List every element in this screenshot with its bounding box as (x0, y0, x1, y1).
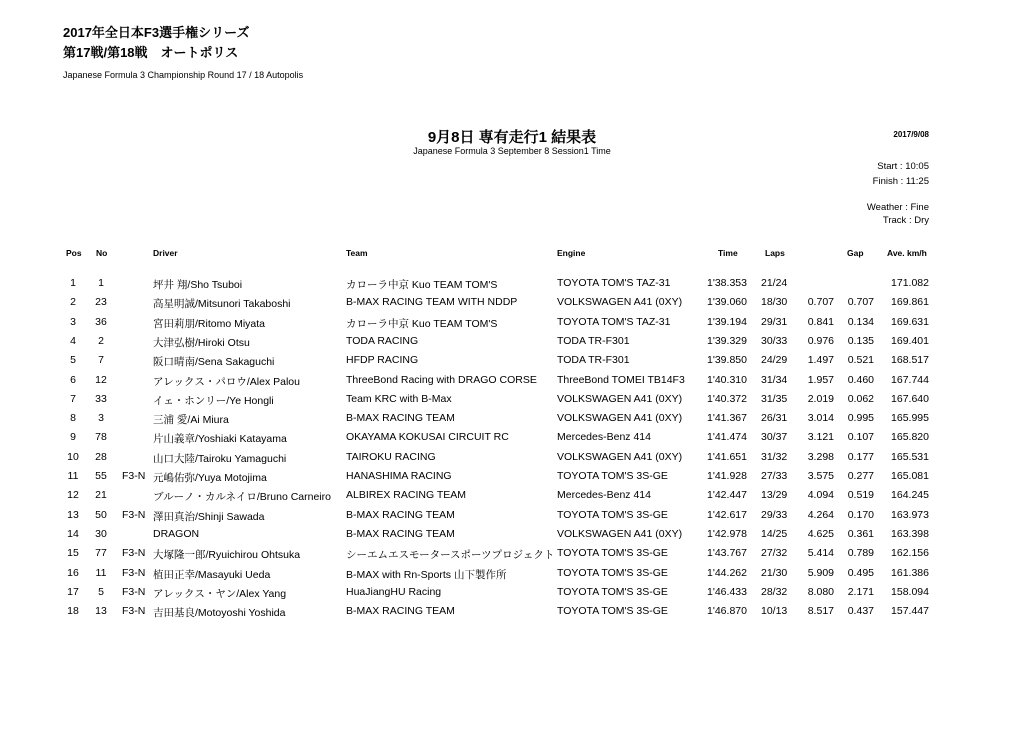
gap-cell: 0.707 (847, 296, 874, 309)
speed-cell: 168.517 (891, 354, 929, 367)
weather: Weather : Fine (866, 202, 929, 213)
speed-cell: 158.094 (891, 585, 929, 598)
speed-cell: 167.640 (891, 392, 929, 405)
team-cell: TODA RACING (346, 334, 419, 347)
car-number-cell: 2 (98, 334, 104, 347)
speed-cell: 163.973 (891, 508, 929, 521)
gap-cell: 0.135 (847, 334, 874, 347)
car-number-cell: 55 (95, 470, 107, 482)
diff-cell: 5.414 (807, 547, 834, 560)
document-subtitle: Japanese Formula 3 September 8 Session1 Time (413, 146, 611, 156)
team-cell: B-MAX RACING TEAM WITH NDDP (346, 296, 518, 309)
table-row (0, 567, 1024, 586)
table-row (0, 451, 1024, 470)
team-cell: B-MAX RACING TEAM (346, 412, 455, 425)
engine-cell: TOYOTA TOM'S 3S-GE (557, 585, 668, 598)
document-date: 2017/9/08 (893, 130, 929, 139)
speed-cell: 161.386 (891, 566, 929, 579)
car-number-cell: 36 (95, 315, 107, 328)
team-cell: OKAYAMA KOKUSAI CIRCUIT RC (346, 431, 509, 444)
position-cell: 11 (67, 470, 79, 482)
car-number-cell: 33 (95, 392, 107, 405)
diff-cell: 4.625 (807, 527, 834, 540)
position-cell: 16 (67, 566, 79, 579)
laps-cell: 28/32 (761, 585, 788, 598)
driver-cell: 大津弘樹/Hiroki Otsu (153, 336, 250, 349)
diff-cell: 5.909 (807, 566, 834, 579)
driver-cell: 吉田基良/Motoyoshi Yoshida (153, 607, 286, 620)
engine-cell: TOYOTA TOM'S 3S-GE (557, 547, 668, 560)
driver-cell: ブルーノ・カルネイロ/Bruno Carneiro (153, 491, 331, 504)
engine-cell: VOLKSWAGEN A41 (0XY) (557, 527, 683, 540)
team-cell: Team KRC with B-Max (346, 392, 452, 405)
lap-time-cell: 1'46.870 (707, 605, 747, 618)
speed-cell: 165.820 (891, 431, 929, 444)
speed-cell: 165.995 (891, 412, 929, 425)
engine-cell: VOLKSWAGEN A41 (0XY) (557, 296, 683, 309)
speed-cell: 165.531 (891, 450, 929, 463)
table-row (0, 605, 1024, 624)
table-row (0, 528, 1024, 547)
driver-cell: DRAGON (153, 527, 200, 540)
laps-cell: 30/37 (761, 431, 788, 444)
position-cell: 15 (67, 547, 79, 560)
table-row (0, 335, 1024, 354)
finish-time: Finish : 11:25 (872, 176, 929, 187)
driver-cell: 山口大陸/Tairoku Yamaguchi (153, 452, 287, 465)
car-number-cell: 5 (98, 585, 104, 598)
engine-cell: Mercedes-Benz 414 (557, 489, 651, 502)
class-cell: F3-N (122, 547, 146, 560)
class-cell: F3-N (122, 605, 146, 618)
lap-time-cell: 1'41.367 (707, 412, 747, 425)
lap-time-cell: 1'39.850 (707, 354, 747, 367)
position-cell: 6 (70, 373, 76, 386)
speed-cell: 165.081 (891, 470, 929, 482)
driver-cell: 元嶋佑弥/Yuya Motojima (153, 472, 267, 484)
driver-cell: 宮田莉朋/Ritomo Miyata (153, 317, 266, 330)
speed-cell: 162.156 (891, 547, 929, 560)
position-cell: 8 (70, 412, 76, 425)
laps-cell: 24/29 (761, 354, 788, 367)
speed-cell: 164.245 (891, 489, 929, 502)
round-title: 第17戦/第18戦 オートポリス (63, 45, 239, 60)
position-cell: 10 (67, 450, 79, 463)
col-header-engine: Engine (557, 248, 586, 258)
team-cell: ALBIREX RACING TEAM (346, 489, 467, 502)
laps-cell: 29/33 (761, 508, 788, 521)
table-row (0, 431, 1024, 450)
diff-cell: 3.575 (807, 470, 834, 482)
engine-cell: TOYOTA TOM'S 3S-GE (557, 566, 668, 579)
table-row (0, 354, 1024, 373)
engine-cell: TOYOTA TOM'S TAZ-31 (557, 277, 671, 289)
lap-time-cell: 1'44.262 (707, 566, 747, 579)
laps-cell: 31/35 (761, 392, 788, 405)
gap-cell: 2.171 (847, 585, 874, 598)
position-cell: 14 (67, 527, 79, 540)
position-cell: 5 (70, 354, 76, 367)
gap-cell: 0.460 (847, 373, 874, 386)
col-header-no: No (96, 248, 108, 258)
team-cell: カローラ中京 Kuo TEAM TOM'S (346, 279, 498, 291)
table-row (0, 277, 1024, 296)
diff-cell: 1.957 (807, 373, 834, 386)
driver-cell: 大塚隆一郎/Ryuichirou Ohtsuka (153, 549, 301, 562)
position-cell: 12 (67, 489, 79, 502)
gap-cell: 0.170 (847, 508, 874, 521)
team-cell: TAIROKU RACING (346, 450, 436, 463)
class-cell: F3-N (122, 470, 146, 482)
class-cell: F3-N (122, 585, 146, 598)
engine-cell: TODA TR-F301 (557, 334, 630, 347)
speed-cell: 163.398 (891, 527, 929, 540)
position-cell: 9 (70, 431, 76, 444)
laps-cell: 29/31 (761, 315, 788, 328)
lap-time-cell: 1'40.310 (707, 373, 747, 386)
team-cell: B-MAX with Rn-Sports 山下製作所 (346, 568, 507, 581)
col-header-laps: Laps (765, 248, 785, 258)
series-subtitle-en: Japanese Formula 3 Championship Round 17 / 18 Autopolis (63, 70, 304, 80)
engine-cell: VOLKSWAGEN A41 (0XY) (557, 450, 683, 463)
car-number-cell: 3 (98, 412, 104, 425)
car-number-cell: 30 (95, 527, 107, 540)
driver-cell: 植田正幸/Masayuki Ueda (153, 568, 271, 581)
laps-cell: 10/13 (761, 605, 788, 618)
driver-cell: 澤田真治/Shinji Sawada (153, 510, 265, 523)
diff-cell: 0.841 (807, 315, 834, 328)
diff-cell: 3.298 (807, 450, 834, 463)
laps-cell: 14/25 (761, 527, 788, 540)
lap-time-cell: 1'39.060 (707, 296, 747, 309)
lap-time-cell: 1'41.651 (707, 450, 747, 463)
document-title: 9月8日 専有走行1 結果表 (427, 129, 597, 146)
diff-cell: 8.080 (807, 585, 834, 598)
driver-cell: 坪井 翔/Sho Tsuboi (153, 279, 243, 291)
col-header-pos: Pos (66, 248, 82, 258)
speed-cell: 169.401 (891, 334, 929, 347)
diff-cell: 3.121 (807, 431, 834, 444)
series-title: 2017年全日本F3選手権シリーズ (63, 25, 250, 40)
team-cell: HANASHIMA RACING (346, 470, 452, 482)
car-number-cell: 13 (95, 605, 107, 618)
position-cell: 18 (67, 605, 79, 618)
col-header-team: Team (346, 248, 368, 258)
speed-cell: 169.861 (891, 296, 929, 309)
position-cell: 13 (67, 508, 79, 521)
car-number-cell: 7 (98, 354, 104, 367)
team-cell: シーエムエスモータースポーツプロジェクト (346, 549, 555, 562)
engine-cell: TOYOTA TOM'S 3S-GE (557, 508, 668, 521)
driver-cell: アレックス・ヤン/Alex Yang (153, 587, 287, 600)
start-time: Start : 10:05 (877, 161, 929, 172)
laps-cell: 26/31 (761, 412, 788, 425)
car-number-cell: 28 (95, 450, 107, 463)
speed-cell: 167.744 (891, 373, 929, 386)
lap-time-cell: 1'42.978 (707, 527, 747, 540)
driver-cell: 三浦 愛/Ai Miura (153, 414, 229, 427)
speed-cell: 171.082 (891, 277, 929, 289)
driver-cell: 高星明誠/Mitsunori Takaboshi (153, 298, 291, 311)
driver-cell: 阪口晴南/Sena Sakaguchi (153, 356, 275, 369)
position-cell: 17 (67, 585, 79, 598)
engine-cell: Mercedes-Benz 414 (557, 431, 651, 444)
team-cell: カローラ中京 Kuo TEAM TOM'S (346, 317, 498, 330)
car-number-cell: 23 (95, 296, 107, 309)
diff-cell: 1.497 (807, 354, 834, 367)
diff-cell: 8.517 (807, 605, 834, 618)
table-row (0, 296, 1024, 315)
engine-cell: VOLKSWAGEN A41 (0XY) (557, 412, 683, 425)
table-row (0, 316, 1024, 335)
driver-cell: イェ・ホンリー/Ye Hongli (153, 394, 274, 407)
diff-cell: 4.094 (807, 489, 834, 502)
lap-time-cell: 1'38.353 (707, 277, 747, 289)
lap-time-cell: 1'39.329 (707, 334, 747, 347)
laps-cell: 27/32 (761, 547, 788, 560)
col-header-driver: Driver (153, 248, 178, 258)
engine-cell: VOLKSWAGEN A41 (0XY) (557, 392, 683, 405)
lap-time-cell: 1'43.767 (707, 547, 747, 560)
track-condition: Track : Dry (882, 215, 929, 226)
engine-cell: TOYOTA TOM'S 3S-GE (557, 605, 668, 618)
diff-cell: 2.019 (807, 392, 834, 405)
team-cell: B-MAX RACING TEAM (346, 508, 455, 521)
gap-cell: 0.277 (847, 470, 874, 482)
laps-cell: 30/33 (761, 334, 788, 347)
lap-time-cell: 1'42.447 (707, 489, 747, 502)
car-number-cell: 77 (95, 547, 107, 560)
position-cell: 3 (70, 315, 76, 328)
gap-cell: 0.437 (847, 605, 874, 618)
table-row (0, 509, 1024, 528)
engine-cell: TODA TR-F301 (557, 354, 630, 367)
car-number-cell: 11 (95, 566, 107, 579)
col-header-speed: Ave. km/h (887, 248, 927, 258)
col-header-time: Time (718, 248, 738, 258)
gap-cell: 0.789 (847, 547, 874, 560)
diff-cell: 0.976 (807, 334, 834, 347)
car-number-cell: 78 (95, 431, 107, 444)
laps-cell: 13/29 (761, 489, 788, 502)
position-cell: 4 (70, 334, 76, 347)
position-cell: 7 (70, 392, 76, 405)
gap-cell: 0.361 (847, 527, 874, 540)
driver-cell: アレックス・パロウ/Alex Palou (153, 375, 300, 388)
gap-cell: 0.177 (847, 450, 874, 463)
speed-cell: 169.631 (891, 315, 929, 328)
lap-time-cell: 1'46.433 (707, 585, 747, 598)
car-number-cell: 21 (95, 489, 107, 502)
gap-cell: 0.995 (847, 412, 874, 425)
table-row (0, 470, 1024, 489)
class-cell: F3-N (122, 508, 146, 521)
table-row (0, 547, 1024, 566)
lap-time-cell: 1'39.194 (707, 315, 747, 328)
team-cell: B-MAX RACING TEAM (346, 605, 455, 618)
team-cell: HuaJiangHU Racing (346, 585, 442, 598)
gap-cell: 0.107 (847, 431, 874, 444)
car-number-cell: 12 (95, 373, 107, 386)
position-cell: 1 (70, 277, 76, 289)
team-cell: ThreeBond Racing with DRAGO CORSE (346, 373, 537, 386)
laps-cell: 21/30 (761, 566, 788, 579)
laps-cell: 27/33 (761, 470, 788, 482)
lap-time-cell: 1'40.372 (707, 392, 747, 405)
engine-cell: TOYOTA TOM'S 3S-GE (557, 470, 668, 482)
lap-time-cell: 1'41.474 (707, 431, 747, 444)
laps-cell: 31/32 (761, 450, 788, 463)
team-cell: HFDP RACING (346, 354, 419, 367)
car-number-cell: 50 (95, 508, 107, 521)
team-cell: B-MAX RACING TEAM (346, 527, 455, 540)
table-row (0, 393, 1024, 412)
table-row (0, 412, 1024, 431)
gap-cell: 0.134 (847, 315, 874, 328)
gap-cell: 0.495 (847, 566, 874, 579)
table-row (0, 586, 1024, 605)
diff-cell: 0.707 (807, 296, 834, 309)
table-row (0, 374, 1024, 393)
driver-cell: 片山義章/Yoshiaki Katayama (153, 433, 287, 446)
diff-cell: 3.014 (807, 412, 834, 425)
class-cell: F3-N (122, 566, 146, 579)
gap-cell: 0.521 (847, 354, 874, 367)
lap-time-cell: 1'41.928 (707, 470, 747, 482)
laps-cell: 21/24 (761, 277, 788, 289)
position-cell: 2 (70, 296, 76, 309)
laps-cell: 18/30 (761, 296, 788, 309)
engine-cell: ThreeBond TOMEI TB14F3 (557, 373, 685, 386)
col-header-gap: Gap (847, 248, 864, 258)
laps-cell: 31/34 (761, 373, 788, 386)
lap-time-cell: 1'42.617 (707, 508, 747, 521)
gap-cell: 0.062 (847, 392, 874, 405)
table-row (0, 489, 1024, 508)
speed-cell: 157.447 (891, 605, 929, 618)
engine-cell: TOYOTA TOM'S TAZ-31 (557, 315, 671, 328)
car-number-cell: 1 (98, 277, 104, 289)
diff-cell: 4.264 (807, 508, 834, 521)
gap-cell: 0.519 (847, 489, 874, 502)
